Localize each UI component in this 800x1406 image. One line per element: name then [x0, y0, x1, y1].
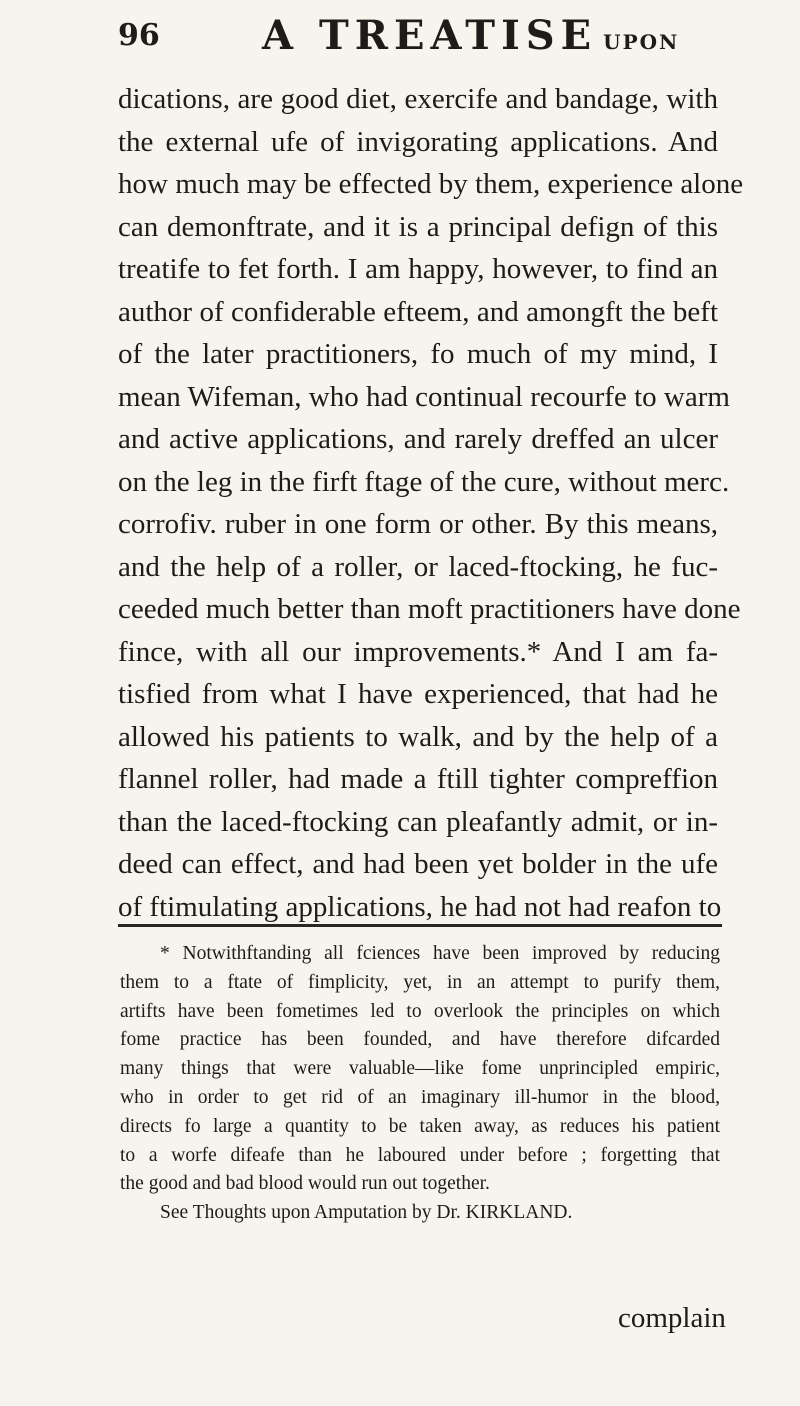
page-header: [118, 8, 738, 58]
footnote-line: to a worfe difeafe than he laboured under before ; forgetting that: [120, 1144, 720, 1166]
footnote-citation: See Thoughts upon Amputation by Dr. KIRKLAND.: [160, 1202, 573, 1224]
body-line: than the laced-ftocking can pleafantly admit, or in-: [118, 805, 718, 838]
running-head-small: UPON: [603, 30, 680, 54]
running-head: [262, 12, 679, 59]
footnote-line: who in order to get rid of an imaginary ill-humor in the blood,: [120, 1086, 720, 1108]
footnote-line: artifts have been fometimes led to overlook the principles on which: [120, 1000, 720, 1022]
footnote: [120, 940, 720, 1228]
footnote-line: them to a ftate of fimplicity, yet, in an attempt to purify them,: [120, 971, 720, 993]
footnote-line: fome practice has been founded, and have therefore difcarded: [120, 1029, 720, 1051]
body-line: corrofiv. ruber in one form or other. By this means,: [118, 508, 718, 540]
body-line: fince, with all our improvements.* And I am fa-: [118, 635, 718, 668]
body-line: of ftimulating applications, he had not had reafon to: [118, 890, 722, 923]
body-line: author of confiderable efteem, and amongft the beft: [118, 295, 718, 328]
footnote-line: many things that were valuable—like fome unprincipled empiric,: [120, 1058, 720, 1080]
catchword: complain: [618, 1302, 726, 1334]
body-line: and the help of a roller, or laced-ftocking, he fuc-: [118, 550, 718, 583]
body-line: ceeded much better than moft practitioners have done: [118, 593, 741, 625]
body-line: how much may be effected by them, experience alone: [118, 168, 744, 200]
footnote-line: directs fo large a quantity to be taken away, as reduces his patient: [120, 1115, 720, 1137]
body-line: flannel roller, had made a ftill tighter compreffion: [118, 763, 718, 795]
body-line: mean Wifeman, who had continual recourfe to warm: [118, 380, 730, 413]
body-line: and active applications, and rarely dreffed an ulcer: [118, 423, 718, 455]
body-line: tisfied from what I have experienced, that had he: [118, 678, 718, 710]
body-text: [118, 78, 744, 928]
footnote-divider: [118, 924, 722, 927]
body-line: the external ufe of invigorating applications. And: [118, 125, 718, 158]
body-line: dications, are good diet, exercife and bandage, with: [118, 83, 718, 115]
body-line: allowed his patients to walk, and by the help of a: [118, 720, 718, 753]
body-line: deed can effect, and had been yet bolder in the ufe: [118, 848, 718, 880]
body-line: treatife to fet forth. I am happy, however, to find an: [118, 253, 718, 285]
footnote-line: the good and bad blood would run out together.: [120, 1173, 490, 1195]
footnote-line: * Notwithftanding all fciences have been improved by reducing: [160, 943, 720, 964]
body-line: on the leg in the firft ftage of the cure, without merc.: [118, 465, 730, 498]
page-number: 96: [118, 18, 160, 53]
body-line: of the later practitioners, fo much of my mind, I: [118, 338, 718, 370]
running-head-title: A TREATISE: [262, 12, 598, 59]
body-line: can demonftrate, and it is a principal defign of this: [118, 210, 718, 243]
